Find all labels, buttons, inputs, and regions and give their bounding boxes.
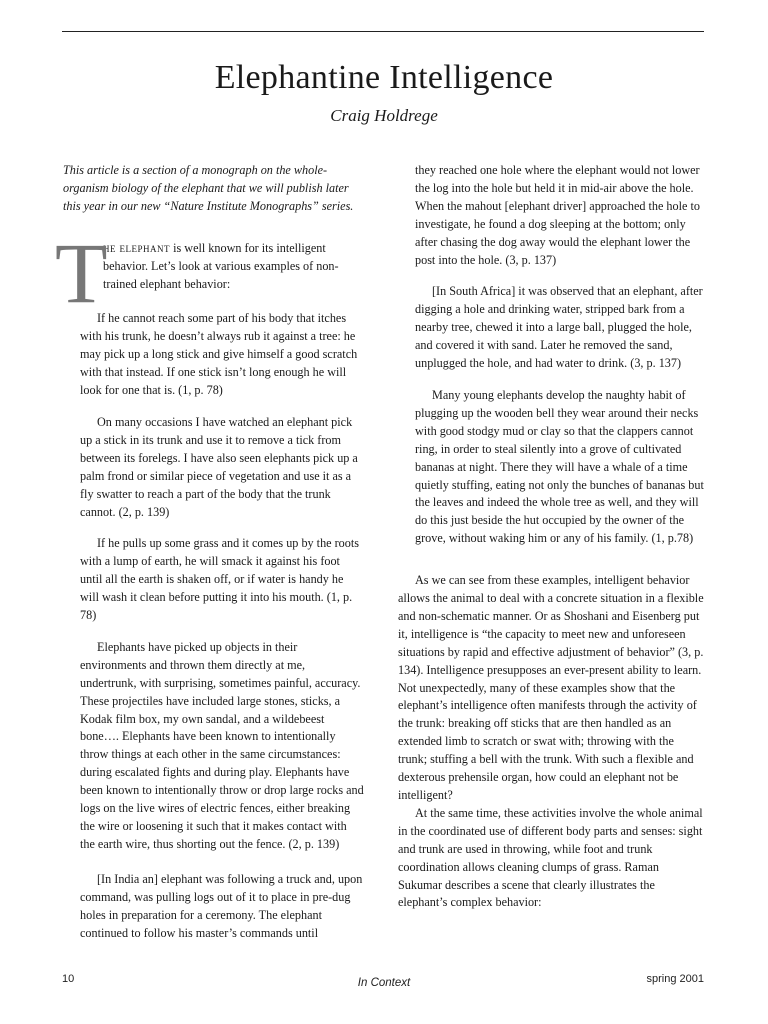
quote-paragraph: Elephants have picked up objects in their environments and thrown them directly at me, undertrunk, with surprising, sometimes painful, accuracy. These projectiles have included large stones, sticks, a Kodak film box, my own sandal, and a wildebeest bone…. Elephants have been known to intentionally throw things at each other in the same circumstances: during escalated fights and during play. Elephants have been known to intentionally throw or drop large rocks and logs on the live wires of electric fences, either breaking the wire or loosening it such that it makes contact with the earth wire, thus shorting out the fence. (2, p. 139) bbox=[80, 639, 364, 851]
quote-paragraph: On many occasions I have watched an elephant pick up a stick in its trunk and use it to remove a tick from between its forelegs. I have also seen elephants pick up a palm frond or similar piece of vegetation and use it as a fly swatter to reach a part of the body that the trunk cannot. (2, p. 139) bbox=[80, 414, 358, 519]
page-number: 10 bbox=[62, 973, 75, 985]
body-paragraph: At the same time, these activities involve the whole animal in the coordinated use of different body parts and senses: sight and trunk are used in throwing, while foot and trunk coordination allows cleaning clumps of grass. Raman Sukumar describes a scene that clearly illustrates the elephant’s complex behavior: bbox=[398, 805, 703, 910]
top-rule bbox=[62, 31, 704, 32]
opening-text: is well known for its intelligent behavior. Let’s look at various examples of non-trained elephant behavior: bbox=[103, 240, 339, 291]
intro-note: This article is a section of a monograph on the whole-organism biology of the elephant that we will publish later this year in our new “Nature Institute Monographs” series. bbox=[63, 163, 354, 213]
quote-paragraph: Many young elephants develop the naughty habit of plugging up the wooden bell they wear around their necks with good stodgy mud or clay so that the clappers cannot ring, in order to steal silently into a grove of cultivated bananas at night. There they will have a whale of a time quietly stuffing, eating not only the bunches of bananas but the leaves and indeed the whole tree as well, and they will do this just beside the hut occupied by the owner of the grove, without waking him or any of his family. (1, p.78) bbox=[415, 387, 704, 546]
drop-cap: T bbox=[55, 224, 108, 321]
quote-paragraph: they reached one hole where the elephant would not lower the log into the hole but held it in mid-air above the hole. When the mahout [elephant driver] approached the hole to investigate, he found a dog sleeping at the bottom; only after chasing the dog away would the elephant lower the post into the hole. (3, p. 137) bbox=[415, 163, 700, 267]
left-column bbox=[55, 162, 364, 942]
quote-paragraph: If he pulls up some grass and it comes up by the roots with a lump of earth, he will smack it against his foot until all the earth is shaken off, or if water is handy he will wash it clean before putting it into his mouth. (1, p. 78) bbox=[80, 536, 359, 623]
article-author: Craig Holdrege bbox=[330, 106, 438, 125]
journal-name: In Context bbox=[357, 977, 411, 989]
body-paragraph: As we can see from these examples, intelligent behavior allows the animal to deal with a concrete situation in a flexible and non-schematic manner. Or as Shoshani and Eisenberg put it, intelligence is “the capacity to meet new and unforeseen situations by rapid and effective adjustment of behavior” (3, p. 134). Intelligence presupposes an ever-present ability to learn. Not unexpectedly, many of these examples show that the elephant’s intelligence often manifests through the activity of the trunk: breaking off sticks that are then handled as an extended limb to scratch or swat with; throwing with the trunk; stuffing a bell with the trunk. With such a flexible and dexterous prehensile organ, how could an elephant not be intelligent? bbox=[398, 573, 704, 802]
quote-paragraph: [In India an] elephant was following a truck and, upon command, was pulling logs out of it to place in pre-dug holes in preparation for a ceremony. The elephant continued to follow his master’s commands until bbox=[80, 871, 363, 940]
opening-smallcaps: he elephant bbox=[103, 240, 171, 255]
quote-block bbox=[63, 310, 364, 942]
quote-paragraph: If he cannot reach some part of his body that itches with his trunk, he doesn’t always rub it against a tree: he may pick up a long stick and give himself a good scratch with that instead. If one stick isn’t long enough he will look for one that is. (1, p. 78) bbox=[80, 311, 358, 398]
article-title: Elephantine Intelligence bbox=[214, 59, 554, 96]
quote-paragraph: [In South Africa] it was observed that an elephant, after digging a hole and drinking water, stripped bark from a nearby tree, chewed it into a large ball, plugged the hole, and covered it with sand. Later he removed the sand, unplugged the hole, and had water to drink. (3, p. 137) bbox=[415, 284, 703, 371]
opening-paragraph bbox=[55, 224, 364, 321]
issue-date: spring 2001 bbox=[646, 973, 704, 985]
right-column bbox=[398, 162, 704, 912]
quote-block bbox=[398, 162, 704, 548]
